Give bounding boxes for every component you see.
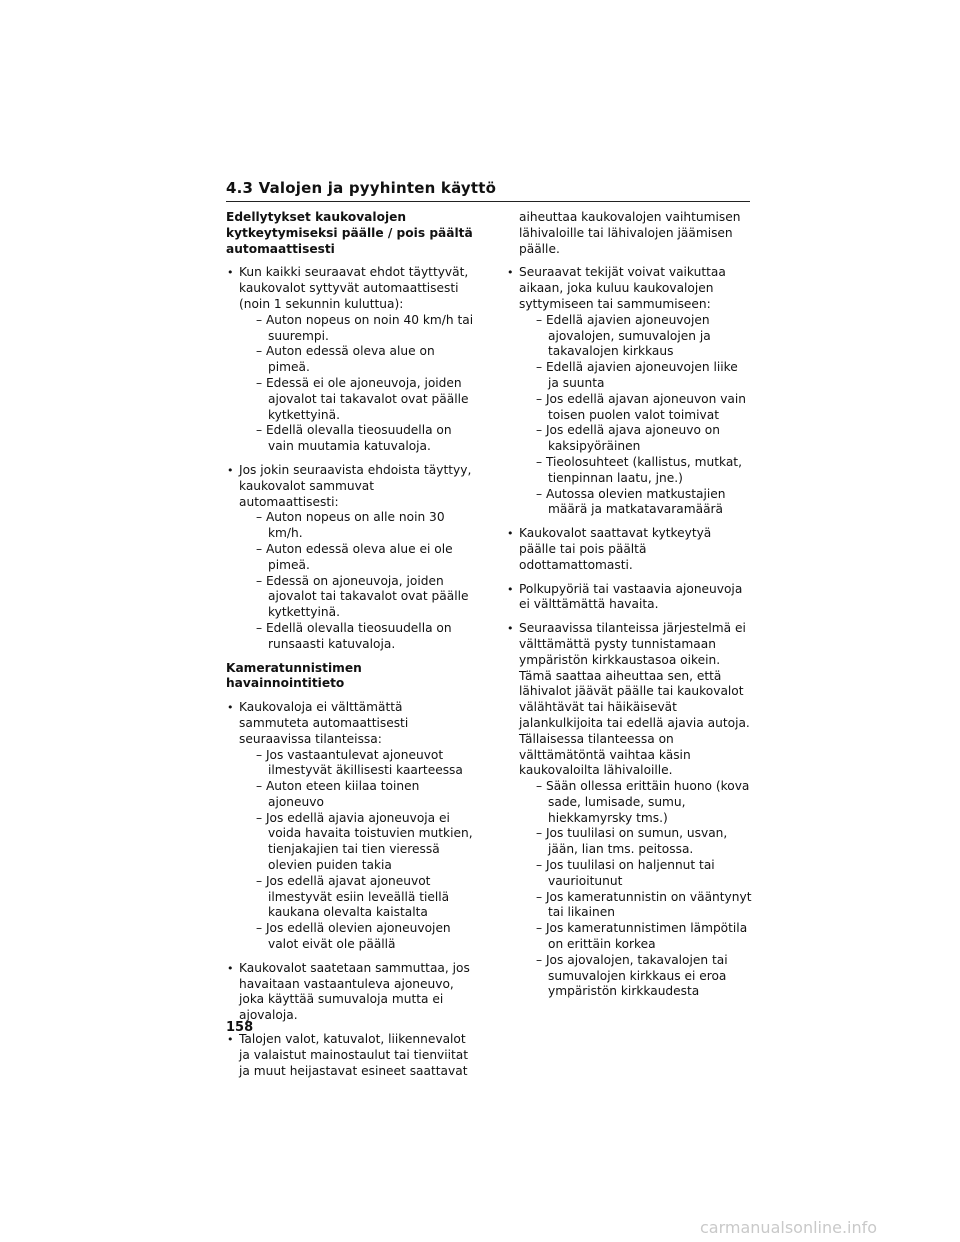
sub-item: – Edellä olevalla tieosuudella on runsaasti katuvaloja. bbox=[256, 620, 452, 651]
list-item bbox=[506, 621, 752, 1000]
sub-item: – Auton nopeus on alle noin 30 km/h. bbox=[256, 510, 445, 541]
sub-item: – Auton edessä oleva alue ei ole pimeä. bbox=[256, 541, 453, 572]
sub-item: – Edellä ajavien ajoneuvojen liike ja suunta bbox=[536, 360, 738, 390]
sub-item: – Edessä ei ole ajoneuvoja, joiden ajovalot tai takavalot ovat päälle kytkettyinä. bbox=[256, 375, 469, 422]
watermark: carmanualsonline.info bbox=[700, 1218, 878, 1237]
sub-item: – Jos edellä olevien ajoneuvojen valot eivät ole päällä bbox=[256, 921, 451, 952]
sub-item: – Jos tuulilasi on sumun, usvan, jään, lian tms. peitossa. bbox=[536, 826, 728, 857]
heading-headlight-conditions: Edellytykset kaukovalojen kytkeytymiseksi päälle / pois päältä automaattisesti bbox=[226, 210, 473, 256]
left-column bbox=[226, 210, 476, 1087]
sub-item: – Jos edellä ajavia ajoneuvoja ei voida havaita toistuvien mutkien, tienjakajien tai tien vieressä olevien puiden takia bbox=[256, 810, 473, 873]
section-header: 4.3 Valojen ja pyyhinten käyttö bbox=[226, 179, 750, 202]
sub-item: – Autossa olevien matkustajien määrä ja matkatavaramäärä bbox=[536, 486, 726, 517]
sub-item: – Jos kameratunnistimen lämpötila on erittäin korkea bbox=[536, 921, 748, 952]
list-item bbox=[226, 265, 476, 455]
sub-item: – Jos kameratunnistin on vääntynyt tai likainen bbox=[536, 889, 752, 920]
sub-item: – Jos edellä ajavat ajoneuvot ilmestyvät esiin leveällä tiellä kaukana olevalta kaistalta bbox=[256, 873, 450, 920]
list-item: • Polkupyöriä tai vastaavia ajoneuvoja ei välttämättä havaita. bbox=[506, 582, 752, 614]
sub-item: – Jos edellä ajava ajoneuvo on kaksipyöräinen bbox=[536, 423, 720, 454]
heading-camera-sensor: Kameratunnistimen havainnointitieto bbox=[226, 660, 362, 691]
continued-text: aiheuttaa kaukovalojen vaihtumisen lähivaloille tai lähivalojen jäämisen päälle. bbox=[519, 210, 741, 256]
bullet-text: Seuraavat tekijät voivat vaikuttaa aikaan, joka kuluu kaukovalojen syttymiseen tai sammumiseen: bbox=[519, 265, 726, 311]
right-column bbox=[506, 210, 752, 1008]
sub-item: – Tieolosuhteet (kallistus, mutkat, tienpinnan laatu, jne.) bbox=[536, 454, 742, 485]
sub-item: – Auton eteen kiilaa toinen ajoneuvo bbox=[256, 779, 420, 809]
list-item: • Talojen valot, katuvalot, liikennevalot ja valaistut mainostaulut tai tienviitat ja muut heijastavat esineet saattavat bbox=[226, 1032, 476, 1079]
sub-item: – Jos ajovalojen, takavalojen tai sumuvalojen kirkkaus ei eroa ympäristön kirkkaudesta bbox=[536, 952, 728, 999]
sub-item: – Edellä olevalla tieosuudella on vain muutamia katuvaloja. bbox=[256, 423, 452, 454]
sub-item: – Edellä ajavien ajoneuvojen ajovalojen, sumuvalojen ja takavalojen kirkkaus bbox=[536, 312, 711, 359]
sub-item: – Jos vastaantulevat ajoneuvot ilmestyvät äkillisesti kaarteessa bbox=[256, 747, 463, 778]
list-item: • Kaukovalot saatetaan sammuttaa, jos havaitaan vastaantuleva ajoneuvo, joka käyttää sumuvaloja mutta ei ajovaloja. bbox=[226, 961, 476, 1024]
sub-item: – Edessä on ajoneuvoja, joiden ajovalot tai takavalot ovat päälle kytkettyinä. bbox=[256, 573, 469, 620]
list-item: • Kaukovalot saattavat kytkeytyä päälle tai pois päältä odottamattomasti. bbox=[506, 526, 752, 573]
bullet-text: Seuraavissa tilanteissa järjestelmä ei välttämättä pysty tunnistamaan ympäristön kirkkaustasoa oikein. Tämä saattaa aiheuttaa sen, että lähivalot jäävät päälle tai kaukovalot välähtävät tai häikäisevät jalankulkijoita tai edellä ajavia autoja. Tällaisessa tilanteessa on välttämätöntä vaihtaa käsin kaukovaloilta lähivaloille. bbox=[519, 621, 750, 778]
list-item bbox=[506, 265, 752, 518]
sub-item: – Jos tuulilasi on haljennut tai vaurioitunut bbox=[536, 858, 715, 888]
list-item bbox=[226, 700, 476, 953]
bullet-text: Jos jokin seuraavista ehdoista täyttyy, kaukovalot sammuvat automaattisesti: bbox=[239, 462, 472, 509]
page-number: 158 bbox=[226, 1020, 254, 1035]
sub-item: – Auton nopeus on noin 40 km/h tai suurempi. bbox=[256, 312, 474, 343]
sub-item: – Auton edessä oleva alue on pimeä. bbox=[256, 344, 435, 375]
bullet-text: Kun kaikki seuraavat ehdot täyttyvät, kaukovalot syttyvät automaattisesti (noin 1 sekunnin kuluttua): bbox=[239, 265, 469, 311]
sub-item: – Sään ollessa erittäin huono (kova sade, lumisade, sumu, hiekkamyrsky tms.) bbox=[536, 779, 750, 825]
sub-item: – Jos edellä ajavan ajoneuvon vain toisen puolen valot toimivat bbox=[536, 391, 747, 422]
bullet-text: Kaukovaloja ei välttämättä sammuteta automaattisesti seuraavissa tilanteissa: bbox=[239, 700, 409, 746]
list-item bbox=[226, 463, 476, 653]
